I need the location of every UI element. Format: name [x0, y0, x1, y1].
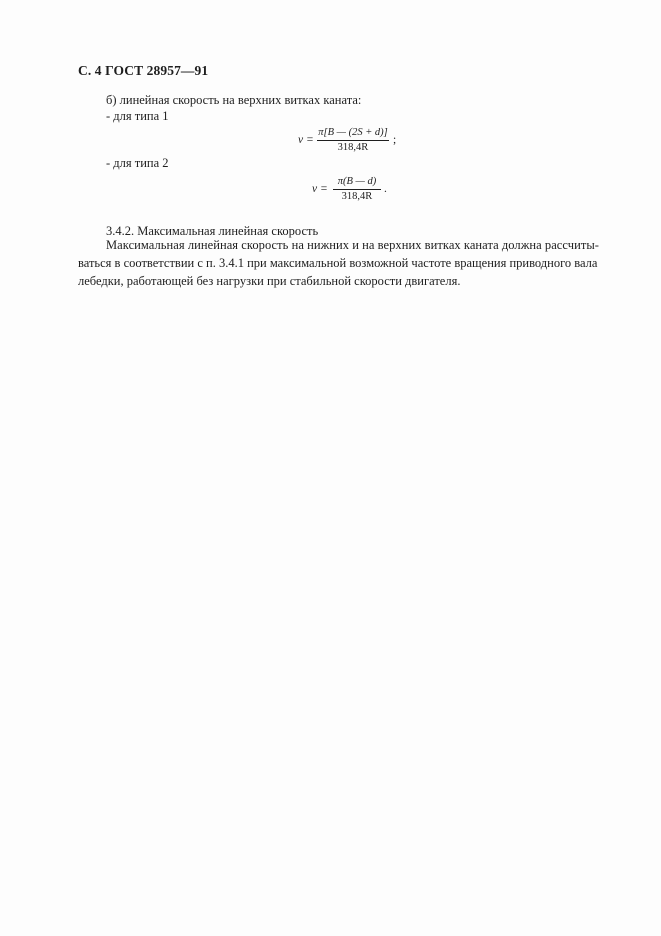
formula1-fraction [317, 127, 389, 154]
formula2-denominator: 318,4R [341, 191, 373, 202]
section-b-title: б) линейная скорость на верхних витках каната: [106, 93, 362, 107]
formula-type2 [312, 175, 392, 205]
paragraph-line-2: ваться в соответствии с п. 3.4.1 при максимальной возможной частоте вращения приводного вала [78, 256, 598, 270]
type1-label: - для типа 1 [106, 109, 169, 123]
paragraph-line-1: Максимальная линейная скорость на нижних и на верхних витках каната должна рассчиты- [106, 238, 600, 252]
formula1-numerator: π[B — (2S + d)] [318, 127, 388, 138]
formula1-fraction-bar [317, 140, 389, 141]
section-342-heading: 3.4.2. Максимальная линейная скорость [106, 224, 319, 238]
formula2-fraction [333, 176, 381, 203]
formula-type1 [298, 126, 408, 156]
formula2-fraction-bar [333, 189, 381, 190]
formula2-lhs: v = [312, 183, 328, 195]
formula2-numerator: π(B — d) [337, 176, 377, 187]
paragraph-line-3: лебедки, работающей без нагрузки при стабильной скорости двигателя. [78, 274, 461, 288]
formula1-lhs: v = [298, 134, 314, 146]
type2-label: - для типа 2 [106, 156, 169, 170]
formula1-denominator: 318,4R [337, 142, 369, 153]
page-header: С. 4 ГОСТ 28957—91 [78, 63, 209, 78]
formula2-punct: . [384, 183, 387, 195]
section-342-paragraph [78, 236, 600, 290]
formula1-punct: ; [393, 134, 397, 146]
